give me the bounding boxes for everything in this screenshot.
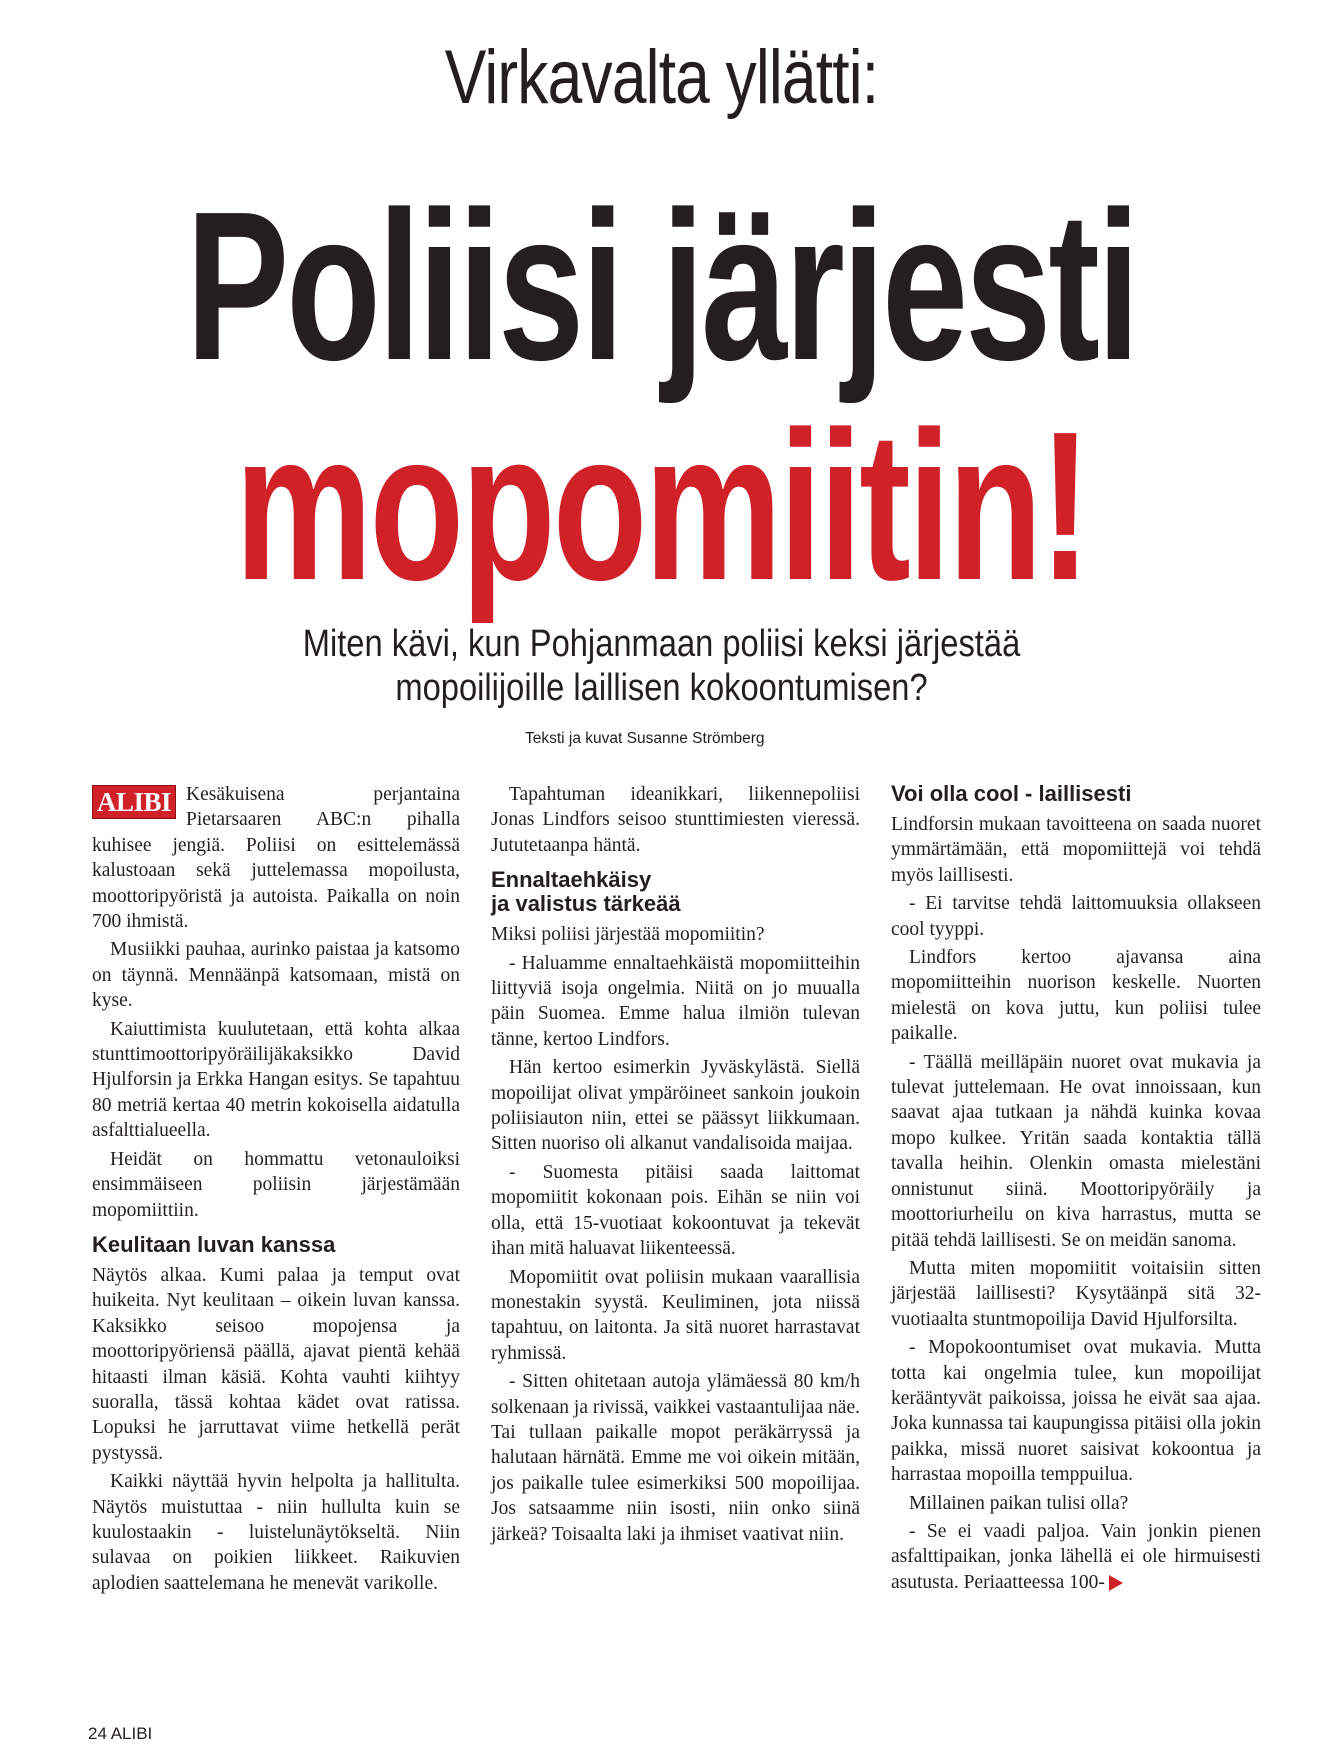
paragraph: Lindfors kertoo ajavansa aina mopomiitteihin nuorison keskelle. Nuorten mielestä on kova juttu, kun poliisi tulee paikalle. <box>891 947 1261 1045</box>
subheading: Voi olla cool - laillisesti <box>891 781 1132 806</box>
kicker: Virkavalta yllätti: <box>444 35 879 120</box>
paragraph: Miksi poliisi järjestää mopomiitin? <box>491 924 765 946</box>
paragraph <box>92 782 460 934</box>
alibi-logo: ALIBI <box>92 785 176 819</box>
paragraph: Tapahtuman ideanikkari, liikennepoliisi Jonas Lindfors seisoo stunttimiesten vieressä. Jututetaanpa häntä. <box>491 784 860 856</box>
byline-prefix: Teksti ja kuvat <box>525 730 623 747</box>
paragraph: Kaikki näyttää hyvin helpolta ja hallitulta. Näytös muistuttaa - niin hullulta kuin se kuulostaakin - luistelunäytökseltä. Niin sulavaa on poikien liikkeet. Raikuvien aplodien saattelemana he menevät varikolle. <box>92 1471 460 1594</box>
paragraph: Mopomiitit ovat poliisin mukaan vaarallisia monestakin syystä. Keuliminen, jota niissä tapahtuu, on laitonta. Ja sitä nuoret harrastavat ryhmissä. <box>491 1266 860 1364</box>
subheading <box>491 868 860 916</box>
byline-author: Susanne Strömberg <box>626 730 765 747</box>
paragraph: Musiikki pauhaa, aurinko paistaa ja katsomo on täynnä. Mennäänpä katsomaan, mistä on kyse. <box>92 939 460 1012</box>
continue-arrow-icon <box>1109 1575 1123 1591</box>
deck <box>93 622 1231 710</box>
paragraph: - Sitten ohitetaan autoja ylämäessä 80 km/h solkenaan ja rivissä, vaikkei vastaantulijaa näe. Tai tullaan paikalle mopot peräkärryssä ja halutaan härnätä. Emme me voi oikein mitään, jos paikalle tulee esimerkiksi 500 mopoilijaa. Jos satsaamme niin isosti, niin onko siinä järkeä? Toisaalta laki ja ihmiset vaativat niin. <box>491 1371 860 1545</box>
article-column-3 <box>891 782 1261 1598</box>
paragraph: Mutta miten mopomiitit voitaisiin sitten järjestää laillisesti? Kysytäänpä sitä 32-vuotiaalta stuntmopoilija David Hjulforsilta. <box>891 1257 1261 1330</box>
page-folio: 24 ALIBI <box>88 1724 153 1743</box>
deck-line-2: mopoilijoille laillisen kokoontumisen? <box>395 667 928 709</box>
paragraph: Heidät on hommattu vetonauloiksi ensimmäiseen poliisin järjestämään mopomiittiin. <box>92 1148 460 1221</box>
byline <box>525 730 765 748</box>
paragraph-text: - Se ei vaadi paljoa. Vain jonkin pienen asfalttipaikan, jonka lähellä ei ole hirmuisesti asutusta. Periaatteessa 100- <box>891 1520 1261 1593</box>
paragraph <box>891 1519 1261 1595</box>
paragraph: - Täällä meilläpäin nuoret ovat mukavia ja tulevat juttelemaan. He ovat innoissaan, kun saavat ajaa tutkaan ja nähdä kuinka kovaa mopo kulkee. Yritän saada kontaktia tällä tavalla heihin. Olenkin omasta mielestäni onnistunut siinä. Moottoripyöräily ja moottoriurheilu on kiva harrastus, mutta se pitää tehdä laillisesti. Se on meidän sanoma. <box>891 1051 1261 1251</box>
paragraph: - Suomesta pitäisi saada laittomat mopomiitit kokonaan pois. Eihän se niin voi olla, että 15-vuotiaat kokoontuvat ja tekevät ihan mitä haluavat liikenteessä. <box>491 1161 860 1260</box>
paragraph: Hän kertoo esimerkin Jyväskylästä. Siellä mopoilijat olivat ympäröineet sankoin joukoin poliisiauton niin, ettei se päässyt liikkumaan. Sitten nuoriso oli alkanut vandalisoida maijaa. <box>491 1057 860 1155</box>
subheading-line-1: Ennaltaehkäisy <box>491 867 652 893</box>
paragraph: Millainen paikan tulisi olla? <box>909 1492 1129 1514</box>
paragraph: Lindforsin mukaan tavoitteena on saada nuoret ymmärtämään, että mopomiittejä voi tehdä myös laillisesti. <box>891 814 1261 886</box>
paragraph: Kaiuttimista kuulutetaan, että kohta alkaa stunttimoottoripyöräilijäkaksikko David Hjulforsin ja Erkka Hangan esitys. Se tapahtuu 80 metriä kertaa 40 metrin kokoisella aidatulla asfalttialueella. <box>92 1018 460 1142</box>
subheading: Keulitaan luvan kanssa <box>92 1231 336 1257</box>
headline-line-1: Poliisi järjesti <box>185 167 1138 404</box>
article-column-2 <box>491 782 860 1550</box>
headline-line-2: mopomiitin! <box>234 387 1089 624</box>
paragraph: - Mopokoontumiset ovat mukavia. Mutta totta kai ongelmia tulee, kun mopoilijat kerääntyvät paikoissa, joissa he eivät saa ajaa. Joka kunnassa tai kaupungissa pitäisi olla jokin paikka, missä nuoret saisivat kokoontua ja harrastaa mopoilla temppuilua. <box>891 1337 1261 1486</box>
article-column-1 <box>92 782 460 1599</box>
deck-line-1: Miten kävi, kun Pohjanmaan poliisi keksi järjestää <box>302 623 1021 665</box>
subheading-line-2: ja valistus tärkeää <box>491 891 681 917</box>
paragraph-text: Kesäkuisena perjantaina Pietarsaaren ABC:n pihalla kuhisee jengiä. Poliisi on esittelemässä kalustoaan sekä juttelemassa mopoilusta, moottoripyöristä ja autoista. Paikalla on noin 700 ihmistä. <box>92 784 460 933</box>
paragraph: Näytös alkaa. Kumi palaa ja temput ovat huikeita. Nyt keulitaan – oikein luvan kanssa. Kaksikko seisoo mopojensa ja moottoripyöriensä päällä, ajavat pientä kehää hitaasti ilman käsiä. Kohta vauhti kiihtyy suoralla, tässä kohtaa kädet ovat ratissa. Lopuksi he jarruttavat viime hetkellä perät pystyssä. <box>92 1264 460 1464</box>
paragraph: - Haluamme ennaltaehkäistä mopomiitteihin liittyviä isoja ongelmia. Niitä on jo muualla päin Suomea. Emme halua ilmiön tulevan tänne, kertoo Lindfors. <box>491 952 860 1050</box>
paragraph: - Ei tarvitse tehdä laittomuuksia ollakseen cool tyyppi. <box>891 893 1261 940</box>
